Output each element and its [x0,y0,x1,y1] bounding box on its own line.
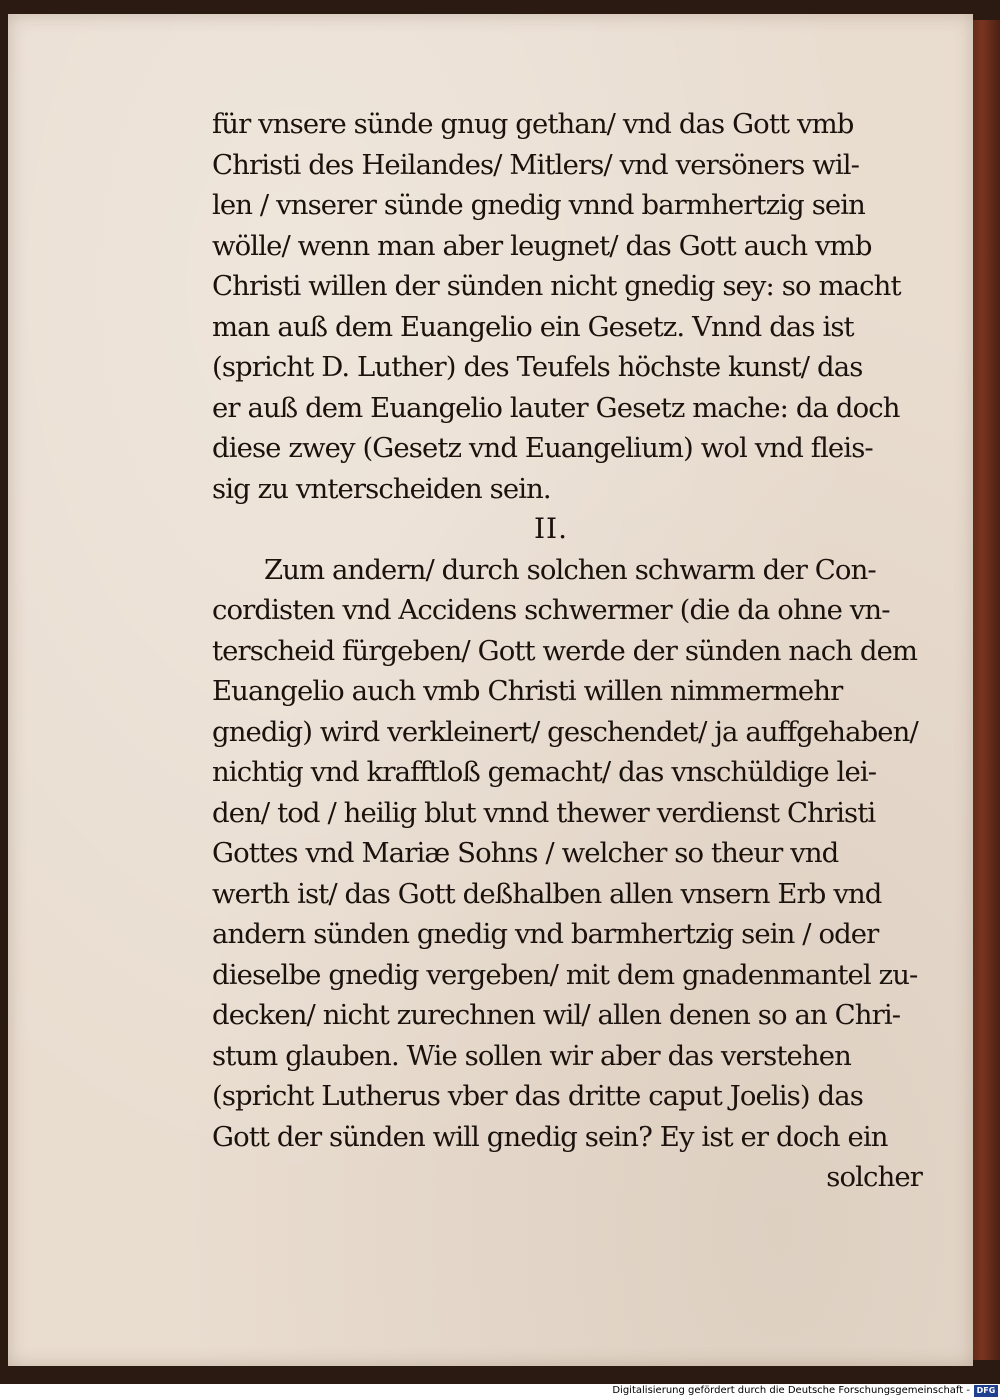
section-text-line: (spricht Lutherus vber das dritte caput Joelis) das [212,1080,863,1112]
text-line: Christi willen der sünden nicht gnedig sey: so macht [212,270,901,302]
dfg-logo-icon: DFG [974,1385,998,1397]
text-line: für vnsere sünde gnug gethan/ vnd das Gott vmb [212,108,854,140]
section-text-line: stum glauben. Wie sollen wir aber das verstehen [212,1039,851,1072]
section-text-line: werth ist/ das Gott deßhalben allen vnsern Erb vnd [212,877,882,910]
catchword: solcher [826,1161,922,1193]
section-text-line: Gottes vnd Mariæ Sohns / welcher so theur vnd [212,837,839,869]
section-text-line: den/ tod / heilig blut vnnd thewer verdienst Christi [212,796,876,829]
section-text-line: Euangelio auch vmb Christi willen nimmermehr [212,675,843,707]
section-text-line: andern sünden gnedig vnd barmhertzig sein / oder [212,918,879,950]
section-text-line: dieselbe gnedig vergeben/ mit dem gnadenmantel zu- [212,958,918,991]
section-text-line: decken/ nicht zurechnen wil/ allen denen so an Chri- [212,999,901,1031]
section-text-line: gnedig) wird verkleinert/ geschendet/ ja auffgehaben/ [212,715,918,748]
section-number: II. [534,512,569,545]
section-text-line: nichtig vnd krafftloß gemacht/ das vnschüldige lei- [212,756,877,788]
text-line: len / vnserer sünde gnedig vnnd barmhertzig sein [212,189,865,221]
text-line: diese zwey (Gesetz vnd Euangelium) wol vnd fleis- [212,432,873,464]
section-text-line: terscheid fürgeben/ Gott werde der sünden nach dem [212,634,918,667]
text-line: sig zu vnterscheiden sein. [212,472,551,505]
section-text-line: Gott der sünden will gnedig sein? Ey ist er doch ein [212,1120,888,1153]
footer-bar [0,1384,1000,1398]
book-cover-edge [970,20,1000,1360]
section-text-line: Zum andern/ durch solchen schwarm der Con- [264,553,876,586]
page-text [212,104,942,1198]
text-line: wölle/ wenn man aber leugnet/ das Gott auch vmb [212,229,872,262]
text-line: man auß dem Euangelio ein Gesetz. Vnnd das ist [212,310,854,343]
text-line: er auß dem Euangelio lauter Gesetz mache: da doch [212,391,900,424]
text-line: Christi des Heilandes/ Mitlers/ vnd versöners wil- [212,148,860,181]
section-text-line: cordisten vnd Accidens schwermer (die da ohne vn- [212,594,890,626]
text-line: (spricht D. Luther) des Teufels höchste kunst/ das [212,351,863,383]
funding-credit: Digitalisierung gefördert durch die Deutsche Forschungsgemeinschaft - [612,1385,970,1396]
